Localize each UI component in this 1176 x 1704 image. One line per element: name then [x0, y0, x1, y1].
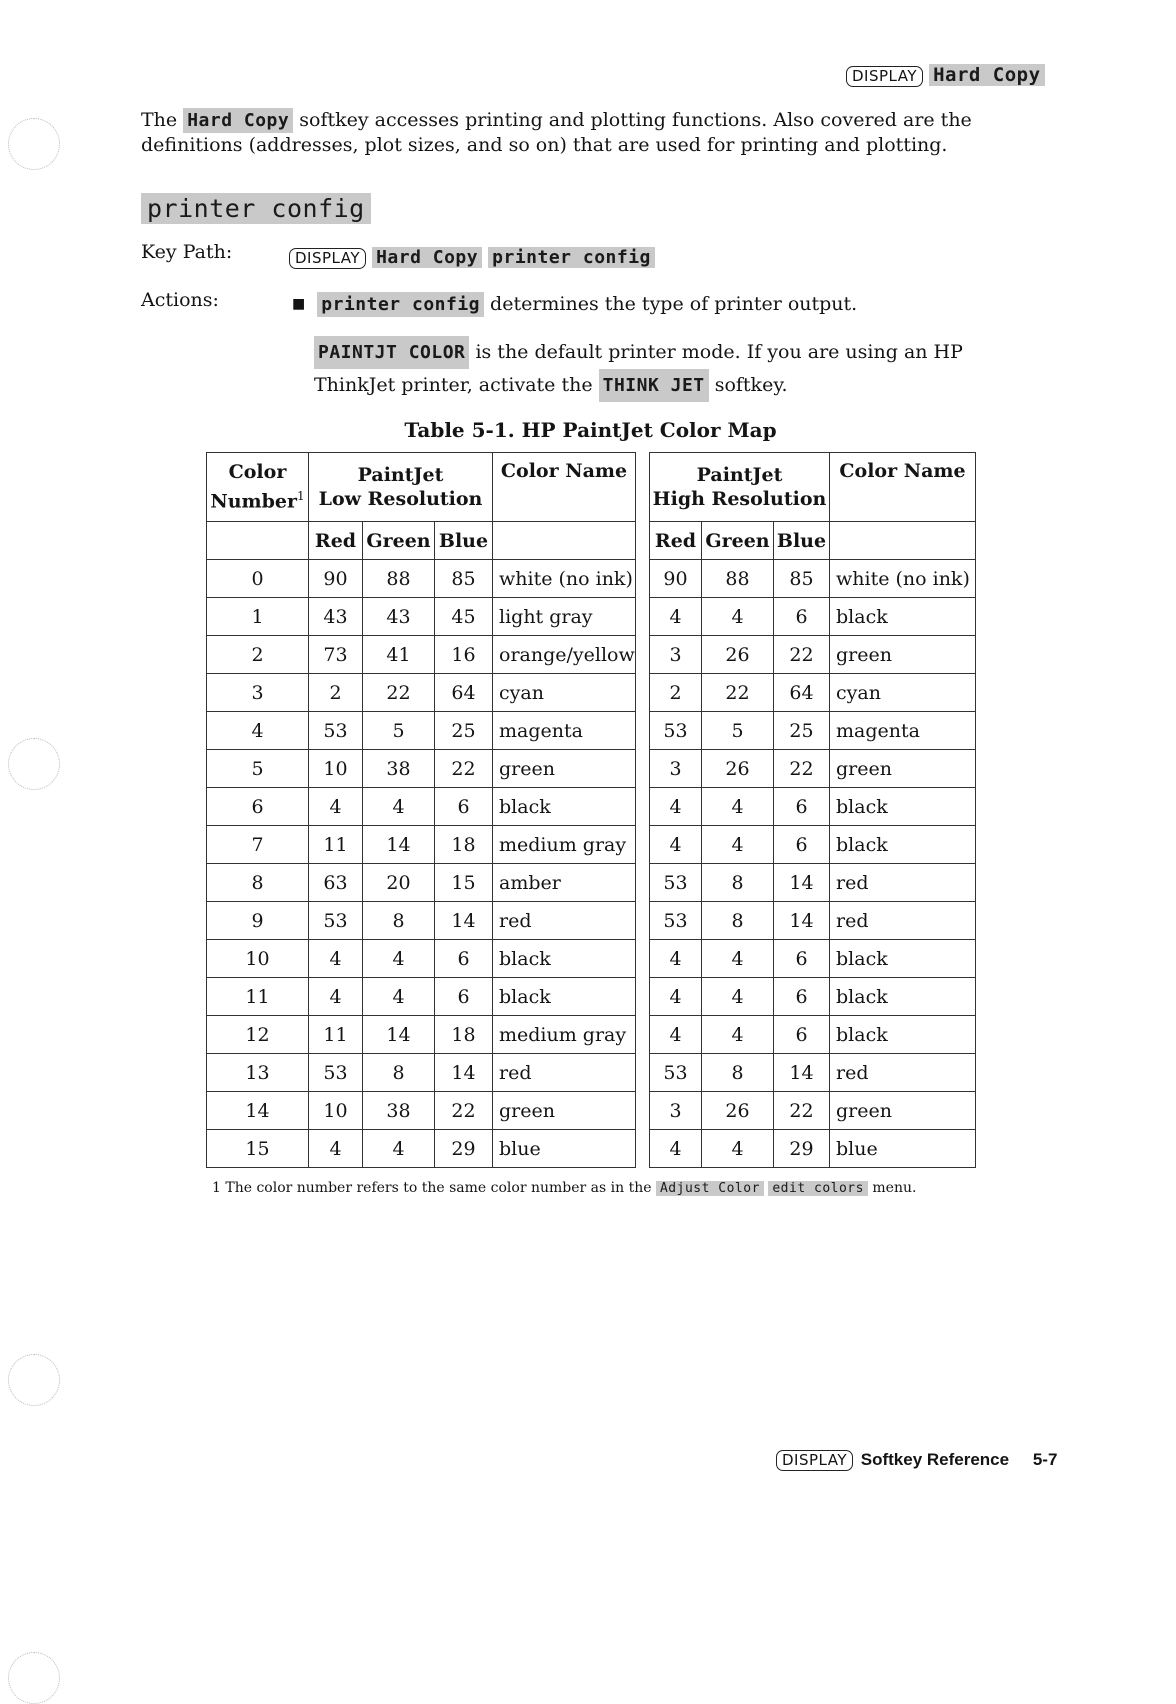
high-color-name-cell: black — [830, 940, 976, 978]
low-green-cell: 8 — [363, 1054, 435, 1092]
low-blue-cell: 22 — [435, 1092, 493, 1130]
header-text: High Resolution — [652, 488, 827, 510]
intro-text: softkey accesses printing and plotting functions. Also covered are the — [299, 109, 972, 131]
color-map-table — [206, 452, 976, 1168]
low-red-cell: 73 — [309, 636, 363, 674]
column-gap — [636, 750, 650, 788]
high-color-name-cell: black — [830, 978, 976, 1016]
header-text: PaintJet — [696, 464, 783, 486]
header-text: Number — [210, 490, 298, 513]
color-number-cell: 13 — [207, 1054, 309, 1092]
color-number-cell: 2 — [207, 636, 309, 674]
adjust-color-softkey: Adjust Color — [656, 1181, 764, 1196]
table-header-row — [207, 453, 976, 522]
low-green-cell: 22 — [363, 674, 435, 712]
color-number-cell: 3 — [207, 674, 309, 712]
table-row — [207, 1092, 976, 1130]
column-gap — [636, 674, 650, 712]
color-number-cell: 11 — [207, 978, 309, 1016]
high-green-cell: 26 — [702, 750, 774, 788]
think-jet-softkey: THINK JET — [599, 369, 709, 402]
low-red-cell: 10 — [309, 1092, 363, 1130]
table-row — [207, 826, 976, 864]
intro-text: The — [141, 109, 178, 131]
high-blue-cell: 22 — [774, 636, 830, 674]
high-red-cell: 2 — [650, 674, 702, 712]
high-color-name-cell: cyan — [830, 674, 976, 712]
low-blue-cell: 25 — [435, 712, 493, 750]
low-blue-cell: 22 — [435, 750, 493, 788]
color-number-cell: 14 — [207, 1092, 309, 1130]
high-color-name-cell: black — [830, 1016, 976, 1054]
high-blue-cell: 6 — [774, 788, 830, 826]
column-gap — [636, 826, 650, 864]
high-red-cell: 3 — [650, 750, 702, 788]
table-row — [207, 674, 976, 712]
high-green-cell: 8 — [702, 1054, 774, 1092]
low-green-cell: 4 — [363, 1130, 435, 1168]
high-blue-cell: 22 — [774, 1092, 830, 1130]
high-color-name-header — [830, 453, 976, 522]
low-green-cell: 5 — [363, 712, 435, 750]
empty-header-cell — [493, 522, 636, 560]
display-hardkey: DISPLAY — [776, 1450, 853, 1471]
high-green-cell: 26 — [702, 1092, 774, 1130]
table-row — [207, 978, 976, 1016]
low-red-cell: 90 — [309, 560, 363, 598]
header-text: Color Name — [500, 460, 628, 482]
high-red-cell: 3 — [650, 636, 702, 674]
low-red-cell: 10 — [309, 750, 363, 788]
punch-hole — [8, 1354, 60, 1406]
low-red-cell: 4 — [309, 1130, 363, 1168]
punch-hole — [8, 1652, 60, 1704]
printer-config-softkey: printer config — [488, 247, 655, 268]
actions-label: Actions: — [141, 289, 219, 311]
low-red-cell: 53 — [309, 1054, 363, 1092]
column-gap — [636, 940, 650, 978]
high-red-cell: 4 — [650, 826, 702, 864]
column-gap — [636, 1016, 650, 1054]
table-row — [207, 864, 976, 902]
low-green-cell: 4 — [363, 788, 435, 826]
high-red-cell: 53 — [650, 1054, 702, 1092]
high-color-name-cell: black — [830, 788, 976, 826]
low-green-cell: 4 — [363, 940, 435, 978]
table-row — [207, 1016, 976, 1054]
punch-hole — [8, 118, 60, 170]
low-color-name-cell: green — [493, 750, 636, 788]
footer-label: Softkey Reference — [860, 1450, 1010, 1469]
green-header: Green — [363, 522, 435, 560]
high-blue-cell: 64 — [774, 674, 830, 712]
footnote-text: menu. — [872, 1180, 917, 1196]
high-red-cell: 4 — [650, 1130, 702, 1168]
high-red-cell: 3 — [650, 1092, 702, 1130]
high-blue-cell: 14 — [774, 1054, 830, 1092]
paintjt-color-softkey: PAINTJT COLOR — [314, 336, 469, 369]
color-number-cell: 7 — [207, 826, 309, 864]
column-gap — [636, 598, 650, 636]
low-red-cell: 2 — [309, 674, 363, 712]
column-gap — [636, 902, 650, 940]
blue-header: Blue — [774, 522, 830, 560]
high-color-name-cell: green — [830, 1092, 976, 1130]
column-gap — [636, 453, 650, 522]
table-row — [207, 560, 976, 598]
high-green-cell: 8 — [702, 902, 774, 940]
high-red-cell: 90 — [650, 560, 702, 598]
intro-text: definitions (addresses, plot sizes, and so on) that are used for printing and plotting. — [141, 134, 948, 156]
column-gap — [636, 560, 650, 598]
high-red-cell: 53 — [650, 864, 702, 902]
low-green-cell: 20 — [363, 864, 435, 902]
table-row — [207, 712, 976, 750]
high-green-cell: 4 — [702, 826, 774, 864]
low-color-name-cell: blue — [493, 1130, 636, 1168]
low-color-name-cell: magenta — [493, 712, 636, 750]
low-red-cell: 4 — [309, 978, 363, 1016]
low-green-cell: 88 — [363, 560, 435, 598]
color-number-cell: 12 — [207, 1016, 309, 1054]
column-gap — [636, 1054, 650, 1092]
low-red-cell: 43 — [309, 598, 363, 636]
low-blue-cell: 18 — [435, 1016, 493, 1054]
column-gap — [636, 788, 650, 826]
bullet: ■ — [292, 296, 306, 312]
column-gap — [636, 1092, 650, 1130]
low-blue-cell: 14 — [435, 1054, 493, 1092]
key-path-label: Key Path: — [141, 241, 233, 263]
printer-config-title: printer config — [141, 193, 371, 224]
high-blue-cell: 6 — [774, 1016, 830, 1054]
green-header: Green — [702, 522, 774, 560]
high-blue-cell: 85 — [774, 560, 830, 598]
actions-paragraph — [314, 336, 963, 402]
low-red-cell: 53 — [309, 902, 363, 940]
low-blue-cell: 6 — [435, 788, 493, 826]
low-color-name-cell: green — [493, 1092, 636, 1130]
color-number-cell: 5 — [207, 750, 309, 788]
low-green-cell: 43 — [363, 598, 435, 636]
high-green-cell: 22 — [702, 674, 774, 712]
empty-header-cell — [207, 522, 309, 560]
high-red-cell: 53 — [650, 902, 702, 940]
low-red-cell: 11 — [309, 826, 363, 864]
hard-copy-softkey: Hard Copy — [183, 108, 293, 133]
color-number-cell: 6 — [207, 788, 309, 826]
edit-colors-softkey: edit colors — [768, 1181, 868, 1196]
high-green-cell: 26 — [702, 636, 774, 674]
high-red-cell: 4 — [650, 978, 702, 1016]
color-number-cell: 0 — [207, 560, 309, 598]
high-red-cell: 4 — [650, 1016, 702, 1054]
running-footer — [776, 1449, 1057, 1471]
table-footnote — [212, 1180, 916, 1196]
color-number-cell: 8 — [207, 864, 309, 902]
low-resolution-header — [309, 453, 493, 522]
high-green-cell: 8 — [702, 864, 774, 902]
low-blue-cell: 14 — [435, 902, 493, 940]
high-color-name-cell: blue — [830, 1130, 976, 1168]
high-blue-cell: 22 — [774, 750, 830, 788]
hard-copy-softkey: Hard Copy — [372, 247, 482, 268]
table-row — [207, 1054, 976, 1092]
table-row — [207, 940, 976, 978]
key-path — [289, 246, 655, 269]
high-red-cell: 4 — [650, 598, 702, 636]
low-blue-cell: 45 — [435, 598, 493, 636]
high-blue-cell: 6 — [774, 598, 830, 636]
header-text: PaintJet — [357, 464, 444, 486]
column-gap — [636, 636, 650, 674]
color-number-cell: 10 — [207, 940, 309, 978]
color-number-cell: 1 — [207, 598, 309, 636]
low-color-name-cell: black — [493, 788, 636, 826]
empty-header-cell — [830, 522, 976, 560]
color-number-cell: 15 — [207, 1130, 309, 1168]
table-row — [207, 788, 976, 826]
hard-copy-softkey: Hard Copy — [929, 64, 1044, 86]
blue-header: Blue — [435, 522, 493, 560]
low-color-name-cell: medium gray — [493, 826, 636, 864]
high-blue-cell: 29 — [774, 1130, 830, 1168]
column-gap — [636, 1130, 650, 1168]
header-text: Color Name — [839, 460, 966, 482]
punch-hole — [8, 738, 60, 790]
low-green-cell: 38 — [363, 1092, 435, 1130]
high-red-cell: 53 — [650, 712, 702, 750]
high-color-name-cell: black — [830, 826, 976, 864]
page-number: 5-7 — [1032, 1450, 1058, 1469]
table-row — [207, 636, 976, 674]
low-blue-cell: 18 — [435, 826, 493, 864]
high-blue-cell: 6 — [774, 826, 830, 864]
header-text: Low Resolution — [318, 488, 483, 510]
column-gap — [636, 522, 650, 560]
high-green-cell: 4 — [702, 598, 774, 636]
low-color-name-header — [493, 453, 636, 522]
high-color-name-cell: red — [830, 902, 976, 940]
table-row — [207, 598, 976, 636]
red-header: Red — [650, 522, 702, 560]
low-green-cell: 8 — [363, 902, 435, 940]
low-red-cell: 4 — [309, 940, 363, 978]
high-green-cell: 4 — [702, 1016, 774, 1054]
footnote-text: 1 The color number refers to the same color number as in the — [212, 1180, 652, 1196]
actions-text: softkey. — [714, 374, 788, 396]
low-green-cell: 4 — [363, 978, 435, 1016]
high-green-cell: 4 — [702, 940, 774, 978]
low-green-cell: 14 — [363, 1016, 435, 1054]
high-red-cell: 4 — [650, 788, 702, 826]
high-blue-cell: 6 — [774, 940, 830, 978]
display-hardkey: DISPLAY — [846, 66, 923, 87]
low-blue-cell: 85 — [435, 560, 493, 598]
low-blue-cell: 16 — [435, 636, 493, 674]
low-green-cell: 14 — [363, 826, 435, 864]
table-body — [207, 560, 976, 1168]
high-color-name-cell: white (no ink) — [830, 560, 976, 598]
low-color-name-cell: medium gray — [493, 1016, 636, 1054]
low-color-name-cell: cyan — [493, 674, 636, 712]
low-color-name-cell: white (no ink) — [493, 560, 636, 598]
low-blue-cell: 6 — [435, 978, 493, 1016]
low-blue-cell: 15 — [435, 864, 493, 902]
table-caption: Table 5-1. HP PaintJet Color Map — [404, 418, 777, 442]
display-hardkey: DISPLAY — [289, 248, 366, 269]
footnote-marker: 1 — [297, 489, 305, 504]
color-number-header — [207, 453, 309, 522]
low-color-name-cell: black — [493, 940, 636, 978]
low-red-cell: 63 — [309, 864, 363, 902]
high-blue-cell: 6 — [774, 978, 830, 1016]
low-color-name-cell: light gray — [493, 598, 636, 636]
high-blue-cell: 14 — [774, 864, 830, 902]
actions-item — [292, 292, 857, 317]
actions-text: is the default printer mode. If you are using an HP — [475, 341, 963, 363]
column-gap — [636, 978, 650, 1016]
low-red-cell: 4 — [309, 788, 363, 826]
high-color-name-cell: black — [830, 598, 976, 636]
intro-paragraph — [141, 108, 1041, 158]
color-number-cell: 9 — [207, 902, 309, 940]
table-row — [207, 902, 976, 940]
actions-text: ThinkJet printer, activate the — [314, 374, 593, 396]
low-color-name-cell: red — [493, 1054, 636, 1092]
running-header — [846, 64, 1045, 87]
table-subheader-row — [207, 522, 976, 560]
high-green-cell: 88 — [702, 560, 774, 598]
low-color-name-cell: orange/yellow — [493, 636, 636, 674]
low-color-name-cell: black — [493, 978, 636, 1016]
low-color-name-cell: red — [493, 902, 636, 940]
low-red-cell: 11 — [309, 1016, 363, 1054]
high-green-cell: 4 — [702, 788, 774, 826]
actions-text: determines the type of printer output. — [490, 293, 858, 315]
table-row — [207, 1130, 976, 1168]
low-blue-cell: 64 — [435, 674, 493, 712]
red-header: Red — [309, 522, 363, 560]
low-blue-cell: 6 — [435, 940, 493, 978]
high-resolution-header — [650, 453, 830, 522]
low-blue-cell: 29 — [435, 1130, 493, 1168]
section-title — [141, 193, 371, 224]
column-gap — [636, 712, 650, 750]
table-row — [207, 750, 976, 788]
low-green-cell: 41 — [363, 636, 435, 674]
low-red-cell: 53 — [309, 712, 363, 750]
high-blue-cell: 25 — [774, 712, 830, 750]
high-color-name-cell: green — [830, 636, 976, 674]
header-text: Color — [228, 461, 287, 484]
high-red-cell: 4 — [650, 940, 702, 978]
low-color-name-cell: amber — [493, 864, 636, 902]
column-gap — [636, 864, 650, 902]
printer-config-softkey: printer config — [317, 292, 484, 317]
high-green-cell: 4 — [702, 978, 774, 1016]
high-color-name-cell: green — [830, 750, 976, 788]
high-green-cell: 5 — [702, 712, 774, 750]
high-color-name-cell: magenta — [830, 712, 976, 750]
high-blue-cell: 14 — [774, 902, 830, 940]
color-number-cell: 4 — [207, 712, 309, 750]
high-color-name-cell: red — [830, 1054, 976, 1092]
high-color-name-cell: red — [830, 864, 976, 902]
high-green-cell: 4 — [702, 1130, 774, 1168]
low-green-cell: 38 — [363, 750, 435, 788]
